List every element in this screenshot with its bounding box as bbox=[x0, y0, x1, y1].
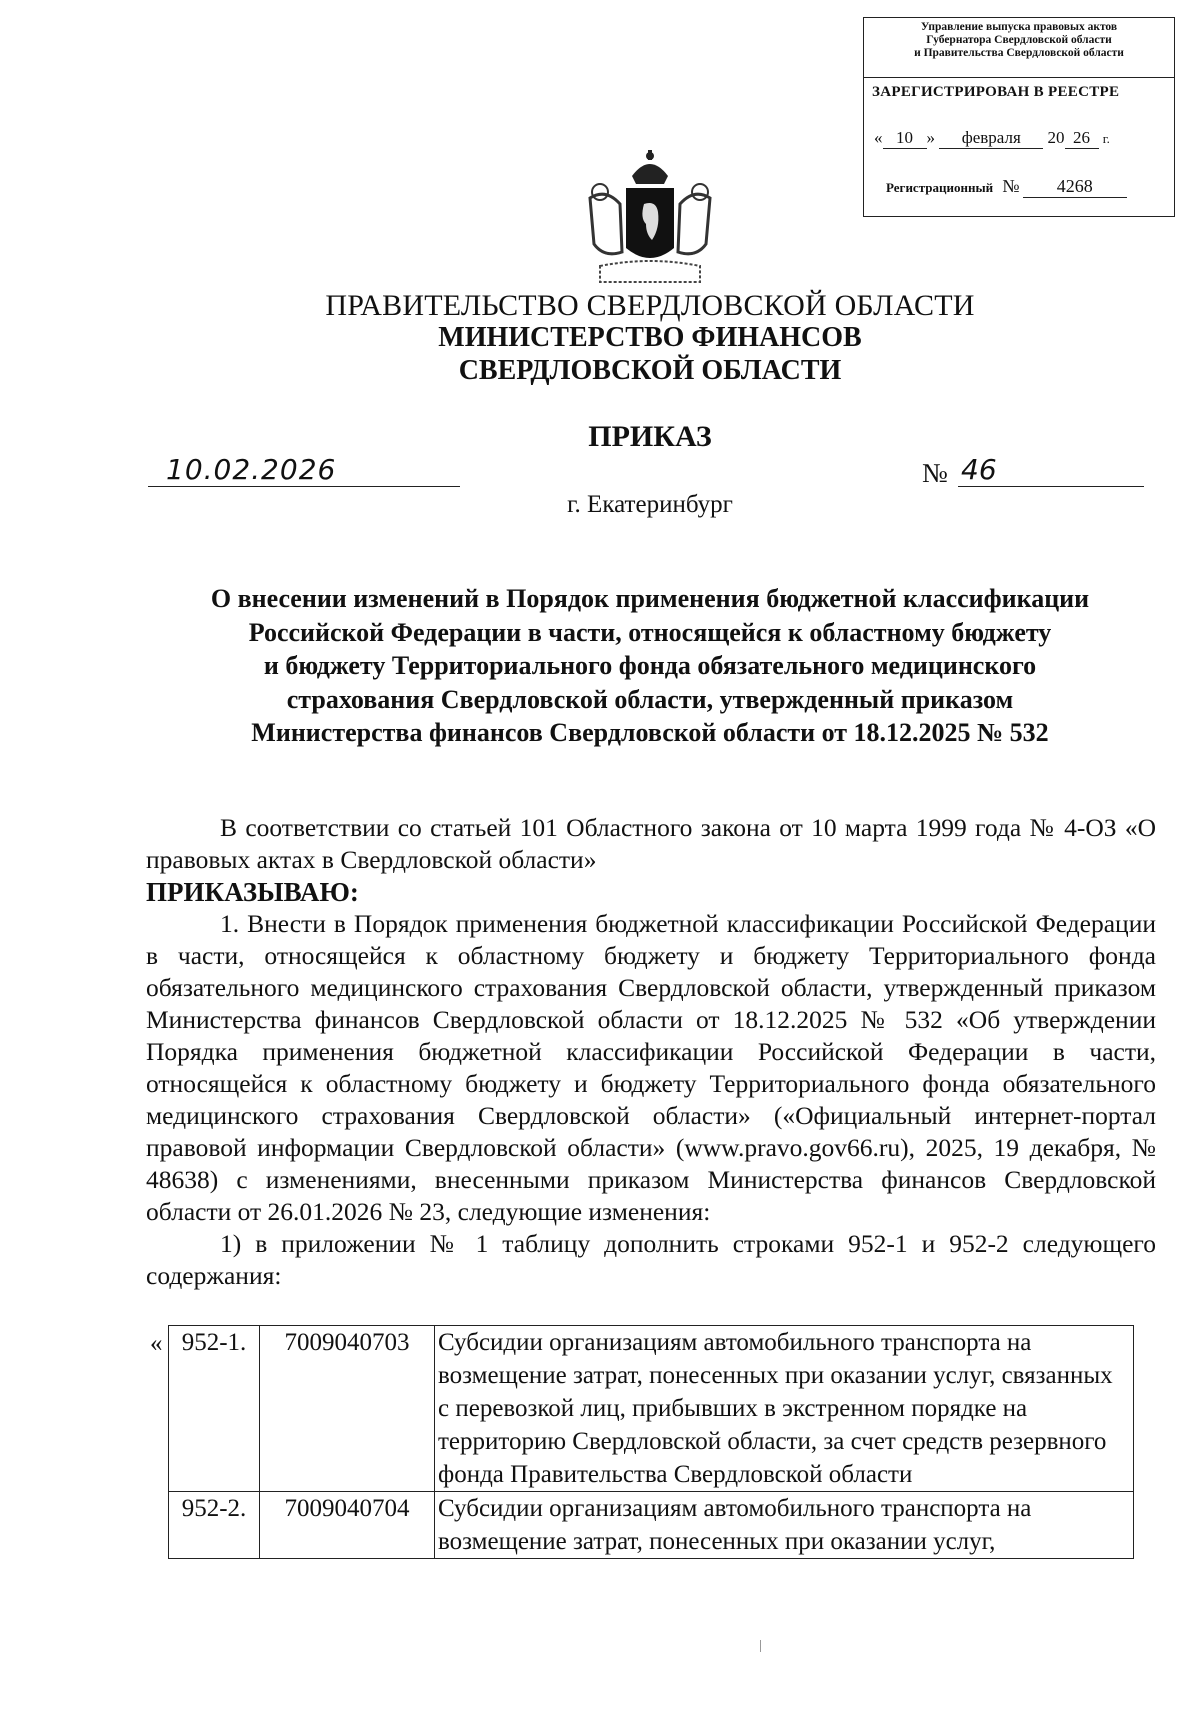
stamp-num-sign: № bbox=[1002, 176, 1020, 196]
registration-stamp bbox=[863, 17, 1175, 217]
title-line: Российской Федерации в части, относящейся к областному бюджету bbox=[248, 617, 1052, 647]
row-number-cell: 952-2. bbox=[169, 1492, 260, 1559]
handwritten-number: 46 bbox=[958, 453, 1144, 487]
ministry-heading-line1: МИНИСТЕРСТВО ФИНАНСОВ bbox=[438, 322, 862, 353]
stamp-reg-number-row bbox=[886, 176, 1166, 198]
title-line: страхования Свердловской области, утвержденный приказом bbox=[286, 684, 1014, 714]
order-word: ПРИКАЗЫВАЮ: bbox=[146, 877, 359, 907]
code-cell: 7009040703 bbox=[260, 1326, 435, 1492]
document-title bbox=[150, 582, 1150, 750]
table-row bbox=[169, 1326, 1134, 1492]
stamp-month: февраля bbox=[939, 128, 1043, 149]
stamp-year-prefix: 20 bbox=[1047, 128, 1065, 147]
number-label: № bbox=[922, 458, 948, 488]
government-heading: ПРАВИТЕЛЬСТВО СВЕРДЛОВСКОЙ ОБЛАСТИ bbox=[325, 289, 975, 322]
scan-mark bbox=[760, 1640, 761, 1652]
table-open-quote: « bbox=[150, 1330, 163, 1357]
code-cell: 7009040704 bbox=[260, 1492, 435, 1559]
document-type-heading: ПРИКАЗ bbox=[588, 420, 712, 453]
stamp-date: « 10 » февраля 20 26 г. bbox=[874, 128, 1110, 147]
coat-of-arms-icon bbox=[560, 148, 740, 288]
stamp-header-line: Управление выпуска правовых актов bbox=[920, 21, 1118, 33]
table-row bbox=[169, 1492, 1134, 1559]
stamp-year-unit: г. bbox=[1102, 131, 1110, 146]
stamp-reg-label: Регистрационный bbox=[886, 180, 994, 195]
ministry-heading-line2: СВЕРДЛОВСКОЙ ОБЛАСТИ bbox=[458, 355, 842, 386]
subitem-1-paragraph: 1) в приложении № 1 таблицу дополнить строками 952-1 и 952-2 следующего содержания: bbox=[146, 1229, 1156, 1290]
item-1-paragraph: 1. Внести в Порядок применения бюджетной классификации Российской Федерации в части, относящейся к областному бюджету и бюджету Территориального фонда обязательного медицинского страхования Свердловской области, утвержденный приказом Министерства финансов Свердловской области от 18.12.2025 № 532 «Об утверждении Порядка применения бюджетной классификации Российской Федерации в части, относящейся к областному бюджету и бюджету Территориального фонда обязательного медицинского страхования Свердловской области» («Официальный интернет-портал правовой информации Свердловской области» (www.pravo.gov66.ru), 2025, 19 декабря, № 48638) с изменениями, внесенными приказом Министерства финансов Свердловской области от 26.01.2026 № 23, следующие изменения: bbox=[146, 909, 1156, 1226]
title-line: и бюджету Территориального фонда обязательного медицинского bbox=[263, 651, 1037, 681]
description-cell: Субсидии организациям автомобильного транспорта на возмещение затрат, понесенных при оказании услуг, bbox=[435, 1492, 1134, 1559]
description-cell: Субсидии организациям автомобильного транспорта на возмещение затрат, понесенных при оказании услуг, связанных с перевозкой лиц, прибывших в экстренном порядке на территорию Свердловской области, за счет средств резервного фонда Правительства Свердловской области bbox=[435, 1326, 1134, 1492]
title-line: Министерства финансов Свердловской области от 18.12.2025 № 532 bbox=[251, 718, 1049, 748]
row-number-cell: 952-1. bbox=[169, 1326, 260, 1492]
document-body bbox=[146, 812, 1156, 1292]
classification-table bbox=[168, 1325, 1134, 1559]
stamp-day: 10 bbox=[883, 128, 927, 149]
stamp-header-line: и Правительства Свердловской области bbox=[914, 47, 1124, 59]
preamble-paragraph: В соответствии со статьей 101 Областного закона от 10 марта 1999 года № 4-ОЗ «О правовых актах в Свердловской области» bbox=[146, 813, 1156, 874]
stamp-year-suffix: 26 bbox=[1065, 128, 1099, 149]
stamp-header bbox=[864, 18, 1174, 78]
stamp-reg-number: 4268 bbox=[1023, 176, 1127, 198]
stamp-registered-label: ЗАРЕГИСТРИРОВАН В РЕЕСТРЕ bbox=[872, 84, 1120, 100]
stamp-header-line: Губернатора Свердловской области bbox=[926, 34, 1112, 46]
city-label: г. Екатеринбург bbox=[567, 491, 733, 518]
title-line: О внесении изменений в Порядок применения бюджетной классификации bbox=[210, 584, 1090, 613]
handwritten-date: 10.02.2026 bbox=[148, 453, 460, 487]
